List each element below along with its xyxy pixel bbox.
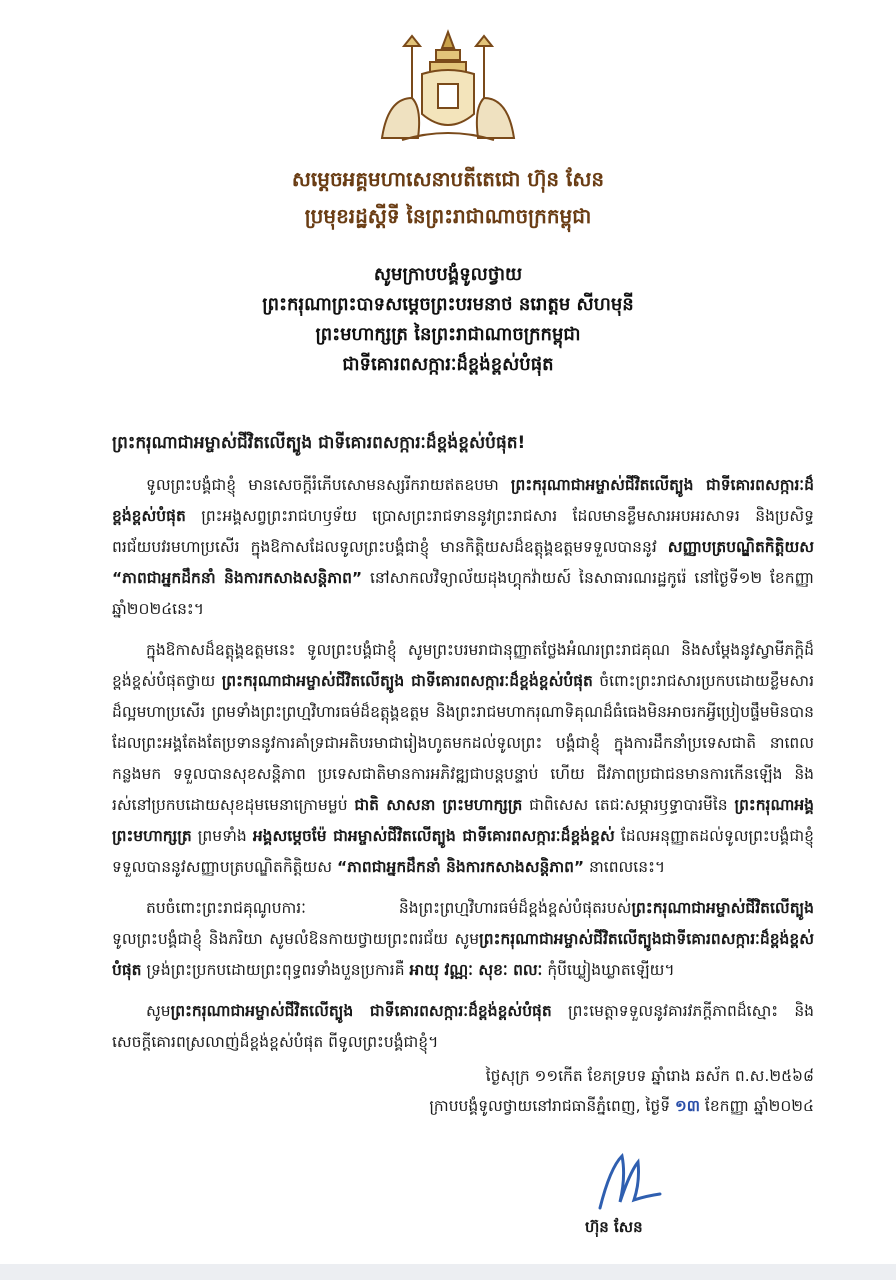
date-month-year: ខែកញ្ញា ឆ្នាំ២០២៤ [700, 1097, 814, 1115]
handwritten-signature [590, 1148, 670, 1218]
text: តបចំពោះព្រះរាជគុណូបការៈ និងព្រះព្រហ្មវិហារធម៌ដ៏ខ្ពង់ខ្ពស់បំផុតរបស់ [146, 899, 632, 917]
paragraph [112, 635, 814, 883]
text: នាពេលនេះ។ [584, 858, 666, 876]
bold-text: អង្គសម្តេចម៉ែ ជាអម្ចាស់ជីវិតលើត្បូង ជាទីគោរពសក្ការៈដ៏ខ្ពង់ខ្ពស់ [252, 827, 615, 845]
place-date-prefix: ក្រាបបង្គំទូលថ្វាយនៅរាជធានីភ្នំពេញ, ថ្ងៃទី [429, 1097, 676, 1115]
recipient-line: ព្រះមហាក្សត្រ នៃព្រះរាជាណាចក្រកម្ពុជា [315, 324, 581, 345]
text: កុំបីឃ្លៀងឃ្លាតឡើយ។ [542, 961, 675, 979]
text: ព្រះមេត្តាទទួលនូវគារវភក្តីភាពដ៏ស្មោះ និងសេចក្តីគោរពស្រលាញ់ដ៏ខ្ពង់ខ្ពស់បំផុត ពីទូលព្រះបង្គំជាខ្ញុំ។ [112, 1002, 814, 1051]
recipient-line: សូមក្រាបបង្គំទូលថ្វាយ [373, 264, 523, 285]
text: ដែលអនុញ្ញាតដល់ទូលព្រះបង្គំជាខ្ញុំ ទទួលបាននូវសញ្ញាបត្របណ្ឌិតកិត្តិយស [112, 827, 814, 876]
text: ជាពិសេស តេជៈសម្ភារឫទ្ធាបារមីនៃ [522, 796, 735, 814]
text: នៅសាកលវិទ្យាល័យដុងហ្គុកវ៉ាយស៍ នៃសាធារណរដ្ឋកូរ៉េ នៅថ្ងៃទី១២ ខែកញ្ញា ឆ្នាំ២០២៤នេះ។ [112, 569, 814, 618]
paragraph [112, 893, 814, 986]
paragraph [112, 996, 814, 1058]
bold-text: អាយុ វណ្ណៈ សុខៈ ពលៈ [409, 961, 543, 979]
text: ទូលព្រះបង្គំជាខ្ញុំ មានសេចក្តីរំភើបសោមនស្សរីករាយឥតឧបមា [146, 476, 511, 494]
text: ចំពោះព្រះរាជសារប្រកបដោយខ្លឹមសារដ៏ល្អមហាប្រសើរ ព្រមទាំងព្រះព្រហ្មវិហារធម៌ដ៏ឧត្តុង្គឧត្តម និងព្រះរាជមហាករុណាទិគុណដ៏ធំធេងមិនអាចរកអ្វីប្រៀបផ្ទឹមមិនបាន ដែលព្រះអង្គតែងតែប្រទាននូវការគាំទ្រជាអតិបរមាជារៀងហូតមកដល់ទូលព្រះ បង្គំជាខ្ញុំ ក្នុងការដឹកនាំប្រទេសជាតិ នាពេលកន្លងមក ទទួលបានសុខសន្តិភាព ប្រទេសជាតិមានការអភិវឌ្ឍជាបន្តបន្ទាប់ ហើយ ជីវភាពប្រជាជនមានការកើនឡើង និងរស់នៅប្រកបដោយសុខដុមមេនាក្រោមម្លប់ [112, 672, 814, 814]
paragraph [112, 470, 814, 625]
recipient-line: ជាទីគោរពសក្ការៈដ៏ខ្ពង់ខ្ពស់បំផុត [342, 354, 554, 375]
salutation: ព្រះករុណាជាអម្ចាស់ជីវិតលើត្បូង ជាទីគោរពសក្ការៈដ៏ខ្ពង់ខ្ពស់បំផុត! [112, 433, 526, 453]
bold-text: ព្រះករុណាអង្គព្រះមហាក្សត្រ [112, 796, 814, 845]
text: សូម [146, 1002, 171, 1020]
recipient-line: ព្រះករុណាព្រះបាទសម្តេចព្រះបរមនាថ នរោត្តម សីហមុនី [262, 294, 634, 315]
text: ទ្រង់ព្រះប្រកបដោយព្រះពុទ្ធពរទាំងបួនប្រការគឺ [141, 961, 410, 979]
letter-body [112, 470, 814, 1068]
text: ទូលព្រះបង្គំជាខ្ញុំ និងភរិយា សូមលំឱនកាយថ្វាយព្រះពរជ័យ សូម [112, 930, 480, 948]
bold-text: ព្រះករុណាជាអម្ចាស់ជីវិតលើត្បូង ជាទីគោរពសក្ការៈដ៏ខ្ពង់ខ្ពស់បំផុត [112, 476, 814, 525]
lunar-date: ថ្ងៃសុក្រ ១១កើត ខែភទ្របទ ឆ្នាំរោង ឆស័ក ព.ស.២៥៦៨ [485, 1067, 814, 1085]
bold-text: ព្រះករុណាជាអម្ចាស់ជីវិតលើត្បូង [631, 899, 814, 917]
text: ព្រមទាំង [191, 827, 253, 845]
place-date [429, 1096, 814, 1119]
bold-text: ព្រះករុណាជាអម្ចាស់ជីវិតលើត្បូងជាទីគោរពសក្ការៈដ៏ខ្ពង់ខ្ពស់បំផុត [112, 930, 814, 979]
bottom-bar [0, 1264, 896, 1280]
sender-position: ប្រមុខរដ្ឋស្តីទី នៃព្រះរាជាណាចក្រកម្ពុជា [304, 204, 592, 228]
bold-text: ព្រះករុណាជាអម្ចាស់ជីវិតលើត្បូង ជាទីគោរពសក្ការៈដ៏ខ្ពង់ខ្ពស់បំផុត [170, 1002, 552, 1020]
sender-title: សម្តេចអគ្គមហាសេនាបតីតេជោ ហ៊ុន សែន [291, 167, 605, 191]
date-day: ១៣ [675, 1097, 700, 1115]
text: ក្នុងឱកាសដ៏ឧត្តុង្គឧត្តមនេះ ទូលព្រះបង្គំជាខ្ញុំ សូមព្រះបរមរាជានុញ្ញាតថ្លែងអំណរព្រះរាជគុណ និងសម្តែងនូវស្វាមីភក្តិដ៏ខ្ពង់ខ្ពស់បំផុតថ្វាយ [112, 641, 814, 690]
text: ព្រះអង្គសព្វព្រះរាជហឫទ័យ ប្រោសព្រះរាជទាននូវព្រះរាជសារ ដែលមានខ្លឹមសារអបអរសាទរ និងប្រសិទ្ធពរជ័យបវរមហាប្រសើរ ក្នុងឱកាសដែលទូលព្រះបង្គំជាខ្ញុំ មានកិត្តិយសដ៏ឧត្តុង្គឧត្តមទទួលបាននូវ [112, 507, 814, 556]
bold-text: ព្រះករុណាជាអម្ចាស់ជីវិតលើត្បូង ជាទីគោរពសក្ការៈដ៏ខ្ពង់ខ្ពស់បំផុត [221, 672, 593, 690]
bold-text: ជាតិ សាសនា ព្រះមហាក្សត្រ [354, 796, 523, 814]
bold-text: “ភាពជាអ្នកដឹកនាំ និងការកសាងសន្តិភាព” [336, 858, 585, 876]
royal-coat-of-arms-emblem [372, 28, 524, 146]
bold-text: សញ្ញាបត្របណ្ឌិតកិត្តិយស “ភាពជាអ្នកដឹកនាំ និងការកសាងសន្តិភាព” [112, 538, 814, 587]
signatory-name: ហ៊ុន សែន [585, 1218, 643, 1236]
